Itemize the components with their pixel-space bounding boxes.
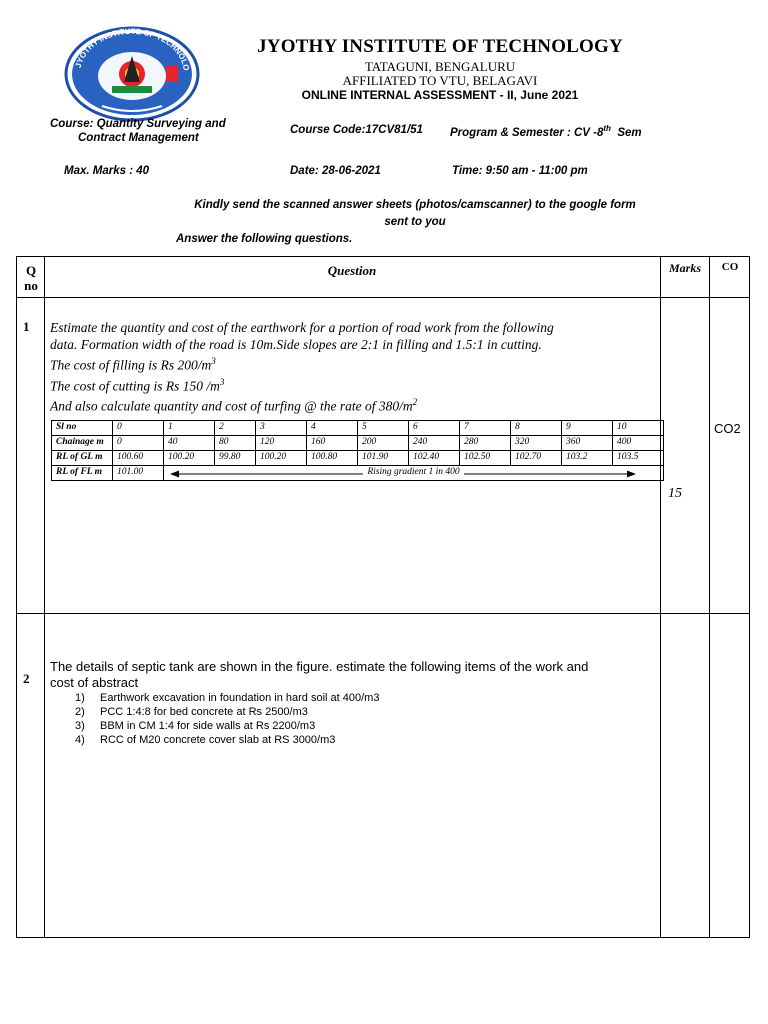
sl-cell: 0	[113, 421, 164, 436]
chainage-label: Chainage m	[52, 436, 113, 451]
q2-number: 2	[23, 671, 30, 686]
chainage-row	[52, 436, 664, 451]
exam-date: Date: 28-06-2021	[290, 165, 381, 177]
sl-cell: 4	[307, 421, 358, 436]
q2-line2: cost of abstract	[50, 675, 139, 690]
instruction-line1: Kindly send the scanned answer sheets (photos/camscanner) to the google form	[194, 199, 636, 211]
rl-fl-start: 101.00	[113, 466, 164, 481]
rl-gl-cell: 102.50	[460, 451, 511, 466]
chainage-cell: 200	[358, 436, 409, 451]
chainage-cell: 360	[562, 436, 613, 451]
sl-cell: 7	[460, 421, 511, 436]
sl-label: Sl no	[52, 421, 113, 436]
rl-gl-cell: 100.80	[307, 451, 358, 466]
question-table	[16, 256, 750, 938]
sl-cell: 3	[256, 421, 307, 436]
co-header: CO	[721, 261, 739, 273]
rl-gl-cell: 101.90	[358, 451, 409, 466]
program-semester	[450, 124, 642, 139]
chainage-cell: 40	[164, 436, 215, 451]
chainage-cell: 400	[613, 436, 664, 451]
q2-item-text: BBM in CM 1:4 for side walls at Rs 2200/m3	[100, 720, 316, 732]
q1-marks: 15	[668, 486, 682, 501]
chainage-cell: 120	[256, 436, 307, 451]
q2-item	[75, 705, 379, 719]
sl-cell: 5	[358, 421, 409, 436]
q2-item	[75, 733, 379, 747]
q2-item-text: PCC 1:4:8 for bed concrete at Rs 2500/m3	[100, 706, 308, 718]
logo-arc-text: JYOTHY INSTITUTE OF TECHNOLO	[73, 26, 191, 72]
sl-cell: 9	[562, 421, 613, 436]
program-sup: th	[603, 124, 611, 133]
qno-header	[23, 263, 39, 293]
q1-line5-text: And also calculate quantity and cost of turfing @ the rate of 380/m	[50, 398, 413, 414]
sl-cell: 8	[511, 421, 562, 436]
instruction-line2: sent to you	[384, 216, 446, 228]
q1-line4-sup: 3	[219, 376, 225, 387]
course-name-line1: Course: Quantity Surveying and	[50, 118, 226, 130]
chainage-cell: 80	[215, 436, 256, 451]
q2-items	[75, 691, 379, 747]
chainage-cell: 240	[409, 436, 460, 451]
chainage-cell: 160	[307, 436, 358, 451]
max-marks: Max. Marks : 40	[64, 165, 150, 177]
q1-co: CO2	[714, 421, 741, 436]
q2-line1: The details of septic tank are shown in the figure. estimate the following items of the work and	[50, 659, 589, 674]
answer-prompt: Answer the following questions.	[176, 233, 353, 245]
rl-gl-cell: 100.20	[256, 451, 307, 466]
sl-row	[52, 421, 664, 436]
gradient-note: Rising gradient 1 in 400	[363, 467, 463, 477]
sl-cell: 2	[215, 421, 256, 436]
rl-fl-label: RL of FL m	[52, 466, 113, 481]
gradient-cell	[164, 466, 664, 481]
rl-gl-cell: 102.40	[409, 451, 460, 466]
q1-line3-sup: 3	[211, 356, 216, 366]
qno-header-line2: no	[24, 278, 38, 293]
marks-header: Marks	[668, 261, 701, 275]
assessment-title: ONLINE INTERNAL ASSESSMENT - II, June 2021	[301, 88, 579, 102]
course-name-line2: Contract Management	[78, 132, 199, 144]
q2-text	[50, 659, 658, 691]
rl-gl-cell: 99.80	[215, 451, 256, 466]
rl-gl-cell: 103.5	[613, 451, 664, 466]
q1-data-table	[51, 420, 664, 481]
rl-gl-cell: 103.2	[562, 451, 613, 466]
q2-item-num: 1)	[75, 692, 85, 704]
q1-line4-text: The cost of cutting is Rs 150 /m	[50, 378, 220, 393]
q2-item-num: 2)	[75, 706, 85, 718]
q2-item-num: 3)	[75, 720, 85, 732]
institute-affiliation: AFFILIATED TO VTU, BELAGAVI	[342, 73, 538, 88]
question-header: Question	[327, 263, 377, 278]
chainage-cell: 320	[511, 436, 562, 451]
program-suffix: Sem	[610, 126, 642, 139]
rl-gl-cell: 102.70	[511, 451, 562, 466]
institute-logo	[62, 20, 202, 122]
q2-item-text: Earthwork excavation in foundation in hard soil at 400/m3	[100, 692, 380, 704]
exam-time: Time: 9:50 am - 11:00 pm	[452, 165, 588, 177]
sl-cell: 6	[409, 421, 460, 436]
chainage-cell: 0	[113, 436, 164, 451]
q1-number: 1	[23, 319, 30, 334]
q2-item	[75, 691, 379, 705]
institute-location: TATAGUNI, BENGALURU	[364, 59, 516, 74]
chainage-cell: 280	[460, 436, 511, 451]
q1-line2: data. Formation width of the road is 10m.Side slopes are 2:1 in filling and 1.5:1 in cutting.	[50, 337, 542, 352]
q1-text	[50, 319, 658, 415]
q1-line3	[50, 353, 658, 374]
rl-fl-row	[52, 466, 664, 481]
rl-gl-label: RL of GL m	[52, 451, 113, 466]
q2-item	[75, 719, 379, 733]
q1-line4	[50, 374, 658, 395]
q1-line1: Estimate the quantity and cost of the earthwork for a portion of road work from the following	[50, 320, 554, 335]
q2-item-text: RCC of M20 concrete cover slab at RS 3000/m3	[100, 734, 336, 746]
sl-cell: 1	[164, 421, 215, 436]
course-code: Course Code:17CV81/51	[290, 124, 423, 136]
q2-item-num: 4)	[75, 734, 85, 746]
rl-gl-cell: 100.60	[113, 451, 164, 466]
institute-name: JYOTHY INSTITUTE OF TECHNOLOGY	[257, 36, 623, 57]
sl-cell: 10	[613, 421, 664, 436]
q1-line5	[50, 394, 658, 415]
q1-line5-sup: 2	[412, 397, 418, 407]
rl-gl-row	[52, 451, 664, 466]
rl-gl-cell: 100.20	[164, 451, 215, 466]
q1-line3-text: The cost of filling is Rs 200/m	[50, 357, 212, 373]
program-prefix: Program & Semester : CV -8	[450, 126, 604, 139]
qno-header-line1: Q	[25, 263, 37, 278]
